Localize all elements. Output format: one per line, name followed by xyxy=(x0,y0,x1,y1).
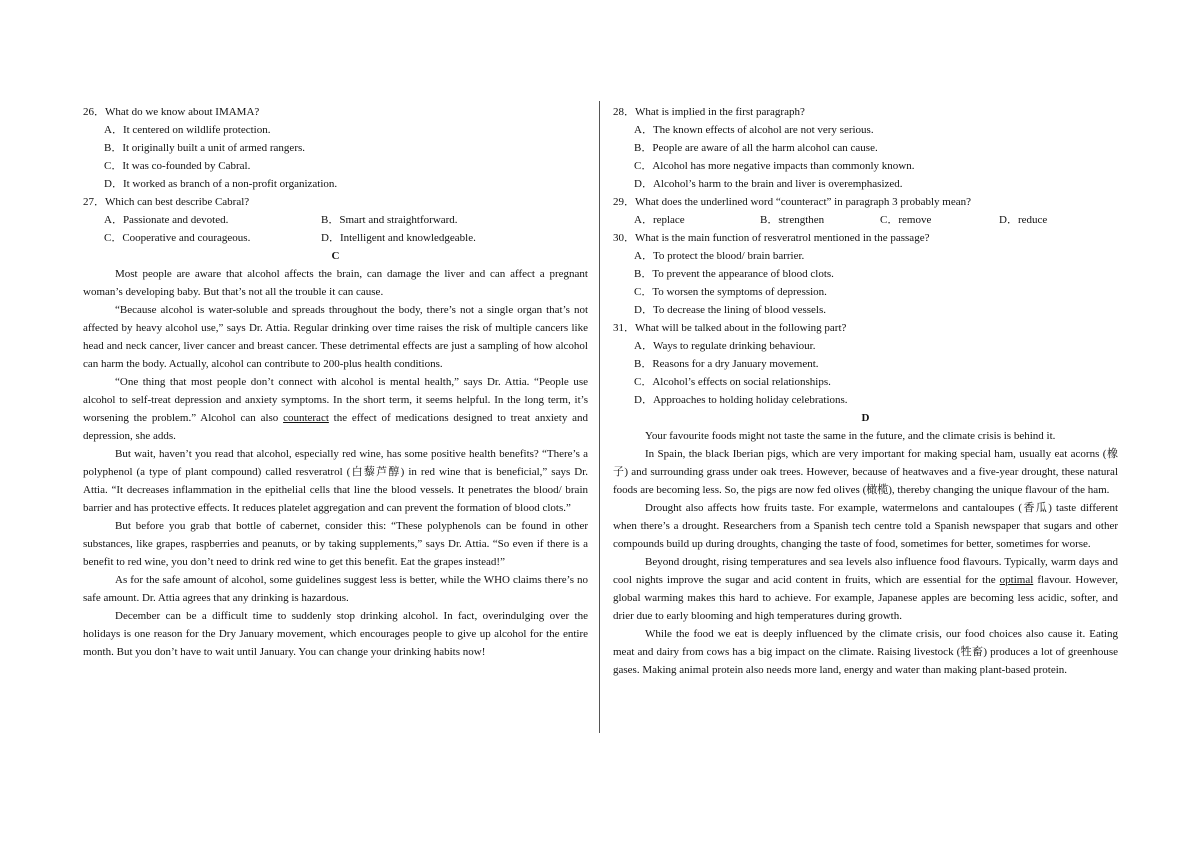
paragraph-3-text-after: the effect of medications designed to treat anxiety and depression, she adds. xyxy=(83,412,588,442)
q30-option-b: B．To prevent the appearance of blood clots. xyxy=(634,268,834,280)
question-30: 30．What is the main function of resveratrol mentioned in the passage? xyxy=(613,232,930,244)
q29-option-d: D．reduce xyxy=(999,214,1048,226)
q31-option-b: B．Reasons for a dry January movement. xyxy=(634,358,819,370)
q26-option-b: B．It originally built a unit of armed rangers. xyxy=(104,142,306,154)
q27-options-row-1 xyxy=(104,211,588,229)
q27-option-d: D．Intelligent and knowledgeable. xyxy=(321,232,476,244)
q26-option-c: C．It was co-founded by Cabral. xyxy=(104,160,251,172)
passage-c-paragraph-7: December can be a difficult time to suddenly stop drinking alcohol. In fact, overindulging over the holidays is one reason for the Dry January movement, which encourages people to give up alcohol for the entire month. But you don’t have to wait until January. You can change your drinking habits now! xyxy=(83,610,588,658)
q27-options-row-2 xyxy=(104,229,588,247)
paragraph-4-text-before: Beyond drought, rising temperatures and sea levels also influence food flavours. Typically, warm days and cool nights improve the sugar and acid content in fruits, which are essential for the xyxy=(613,556,1118,586)
passage-d-paragraph-3: Drought also affects how fruits taste. For example, watermelons and cantaloupes (香瓜) taste different when there’s a drought. Researchers from a Spanish tech centre told a Spanish newspaper that sugars and other compounds build up during droughts, changing the taste of food, sometimes for better, sometimes for worse. xyxy=(613,502,1118,550)
q26-option-d: D．It worked as branch of a non-profit organization. xyxy=(104,178,338,190)
question-26: 26．What do we know about IMAMA? xyxy=(83,106,260,118)
q27-option-b: B．Smart and straightforward. xyxy=(321,214,458,226)
question-27: 27．Which can best describe Cabral? xyxy=(83,196,250,208)
question-31: 31．What will be talked about in the following part? xyxy=(613,322,847,334)
passage-d-paragraph-4 xyxy=(613,553,1118,625)
q29-option-c: C．remove xyxy=(880,214,932,226)
q28-option-b: B．People are aware of all the harm alcohol can cause. xyxy=(634,142,878,154)
q31-option-d: D．Approaches to holding holiday celebrations. xyxy=(634,394,848,406)
right-column xyxy=(613,103,1118,679)
section-d-heading: D xyxy=(861,412,870,424)
q29-option-b: B．strengthen xyxy=(760,214,825,226)
question-29: 29．What does the underlined word “counteract” in paragraph 3 probably mean? xyxy=(613,196,971,208)
column-divider xyxy=(599,101,600,733)
q27-option-c: C．Cooperative and courageous. xyxy=(104,232,251,244)
q30-option-a: A．To protect the blood/ brain barrier. xyxy=(634,250,805,262)
q29-options-row xyxy=(634,211,1118,229)
q28-option-c: C．Alcohol has more negative impacts than commonly known. xyxy=(634,160,915,172)
q30-option-d: D．To decrease the lining of blood vessels. xyxy=(634,304,826,316)
passage-c-paragraph-4: But wait, haven’t you read that alcohol, especially red wine, has some positive health benefits? “There’s a polyphenol (a type of plant compound) called resveratrol (白藜芦醇) in red wine that is beneficial,” says Dr. Attia. “It decreases inflammation in the epithelial cells that line the blood vessels. It penetrates the blood/ brain barrier and has protective effects. It reduces platelet aggregation and can prevent the formation of blood clots.” xyxy=(83,448,588,514)
q28-option-d: D．Alcohol’s harm to the brain and liver is overemphasized. xyxy=(634,178,903,190)
paragraph-3-text-before: “One thing that most people don’t connect with alcohol is mental health,” says Dr. Attia. “People use alcohol to self-treat depression and anxiety symptoms. In the short term, it seems helpful. In the long term, it’s worsening the problem.” Alcohol can also xyxy=(83,376,588,424)
q26-option-a: A．It centered on wildlife protection. xyxy=(104,124,271,136)
passage-c-paragraph-3 xyxy=(83,373,588,445)
passage-c-paragraph-1: Most people are aware that alcohol affects the brain, can damage the liver and can affect a pregnant woman’s developing baby. But that’s not all the trouble it can cause. xyxy=(83,268,588,298)
passage-c-paragraph-2: “Because alcohol is water-soluble and spreads throughout the body, there’s not a single organ that’s not affected by heavy alcohol use,” says Dr. Attia. Regular drinking over time raises the risk of multiple cancers like head and neck cancer, liver cancer and breast cancer. These detrimental effects are just a sampling of how alcohol can harm the body. Actually, alcohol can contribute to 200-plus health conditions. xyxy=(83,304,588,370)
passage-c-paragraph-5: But before you grab that bottle of cabernet, consider this: “These polyphenols can be found in other substances, like grapes, raspberries and peanuts, or by taking supplements,” says Dr. Attia. “So even if there is a benefit to red wine, you don’t need to drink red wine to get this benefit. Eat the grapes instead!” xyxy=(83,520,588,568)
underlined-word-counteract: counteract xyxy=(283,412,329,424)
passage-d-paragraph-5: While the food we eat is deeply influenced by the climate crisis, our food choices also cause it. Eating meat and dairy from cows has a big impact on the climate. Raising livestock (牲畜) produces a lot of greenhouse gases. Making animal protein also needs more land, energy and water than making plant-based protein. xyxy=(613,628,1118,676)
left-column xyxy=(83,103,588,661)
q30-option-c: C．To worsen the symptoms of depression. xyxy=(634,286,827,298)
q31-option-a: A．Ways to regulate drinking behaviour. xyxy=(634,340,816,352)
passage-d-paragraph-2: In Spain, the black Iberian pigs, which are very important for making special ham, usually eat acorns (橡子) and surrounding grass under oak trees. However, because of heatwaves and a five-year drought, these natural foods are becoming less. So, the pigs are now fed olives (橄榄), thereby changing the unique flavour of the ham. xyxy=(613,448,1118,496)
q28-option-a: A．The known effects of alcohol are not very serious. xyxy=(634,124,874,136)
section-c-heading: C xyxy=(331,250,340,262)
q29-option-a: A．replace xyxy=(634,214,685,226)
q31-option-c: C．Alcohol’s effects on social relationships. xyxy=(634,376,831,388)
passage-c-paragraph-6: As for the safe amount of alcohol, some guidelines suggest less is better, while the WHO claims there’s no safe amount. Dr. Attia agrees that any drinking is hazardous. xyxy=(83,574,588,604)
q27-option-a: A．Passionate and devoted. xyxy=(104,214,229,226)
underlined-word-optimal: optimal xyxy=(999,574,1034,586)
passage-d-paragraph-1: Your favourite foods might not taste the same in the future, and the climate crisis is behind it. xyxy=(645,430,1056,442)
question-28: 28．What is implied in the first paragraph? xyxy=(613,106,805,118)
paragraph-4-text-after: flavour. However, global warming makes this hard to achieve. For example, Japanese apples are becoming less acidic, softer, and drier due to early blooming and high temperatures during growth. xyxy=(613,574,1118,622)
